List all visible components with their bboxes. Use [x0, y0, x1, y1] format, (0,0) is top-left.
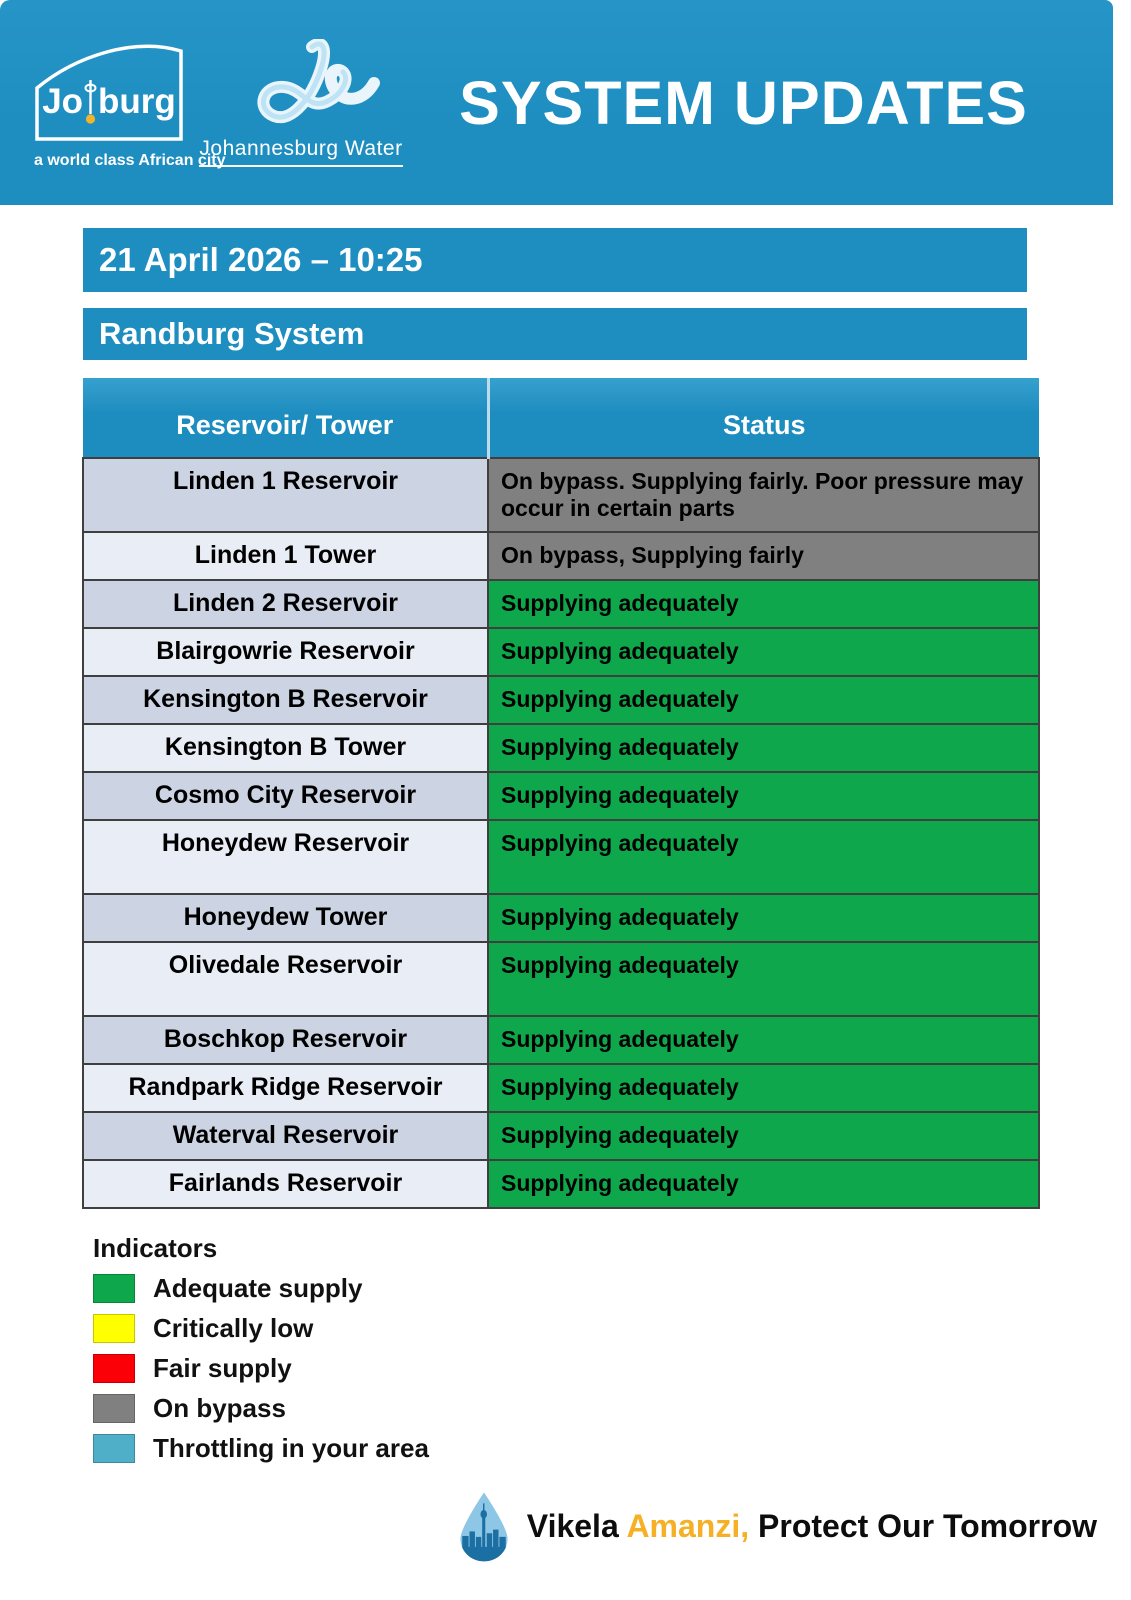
footer-amanzi: Amanzi,: [626, 1507, 750, 1544]
joburg-logo-frame: [34, 36, 184, 142]
footer-slogan: [527, 1508, 1097, 1545]
joburg-wordmark-left: Jo: [42, 81, 84, 121]
joburg-tagline: a world class African city: [34, 151, 226, 169]
reservoir-name-cell: Kensington B Tower: [83, 724, 488, 772]
joburg-wordmark-right: burg: [98, 81, 176, 121]
water-drop-city-icon: [455, 1490, 513, 1562]
date-time-bar: 21 April 2026 – 10:25: [83, 228, 1027, 292]
status-cell: Supplying adequately: [488, 1016, 1039, 1064]
table-row: [83, 772, 1039, 820]
table-header-row: [83, 378, 1039, 458]
legend-swatch: [93, 1394, 135, 1423]
status-cell: Supplying adequately: [488, 580, 1039, 628]
status-cell: Supplying adequately: [488, 1064, 1039, 1112]
legend-swatch: [93, 1314, 135, 1343]
table-row: [83, 724, 1039, 772]
reservoir-name-cell: Boschkop Reservoir: [83, 1016, 488, 1064]
joburg-wordmark: [34, 78, 184, 122]
status-cell: Supplying adequately: [488, 676, 1039, 724]
footer-protect: Protect Our Tomorrow: [749, 1507, 1097, 1544]
reservoir-name-cell: Cosmo City Reservoir: [83, 772, 488, 820]
table-row: [83, 532, 1039, 580]
status-cell: Supplying adequately: [488, 894, 1039, 942]
reservoir-name-cell: Linden 1 Reservoir: [83, 458, 488, 532]
legend-label: Critically low: [153, 1313, 314, 1343]
johannesburg-water-wordmark: Johannesburg Water: [199, 137, 402, 167]
legend-item: [93, 1313, 1131, 1344]
table-row: [83, 1160, 1039, 1208]
legend-label: Throttling in your area: [153, 1433, 429, 1463]
header-band: [0, 0, 1113, 205]
reservoir-status-table: [82, 378, 1040, 1209]
column-header-reservoir: Reservoir/ Tower: [83, 378, 488, 458]
legend-item: [93, 1393, 1131, 1424]
hillbrow-tower-icon: [84, 78, 97, 124]
legend-swatch: [93, 1274, 135, 1303]
status-cell: Supplying adequately: [488, 820, 1039, 894]
status-cell: Supplying adequately: [488, 1112, 1039, 1160]
status-cell: Supplying adequately: [488, 628, 1039, 676]
status-cell: Supplying adequately: [488, 942, 1039, 1016]
reservoir-name-cell: Blairgowrie Reservoir: [83, 628, 488, 676]
legend-swatch: [93, 1354, 135, 1383]
status-cell: Supplying adequately: [488, 772, 1039, 820]
status-cell: On bypass, Supplying fairly: [488, 532, 1039, 580]
table-row: [83, 1112, 1039, 1160]
water-wave-icon: [216, 39, 386, 143]
table-row: [83, 676, 1039, 724]
reservoir-name-cell: Linden 1 Tower: [83, 532, 488, 580]
reservoir-name-cell: Kensington B Reservoir: [83, 676, 488, 724]
legend-label: On bypass: [153, 1393, 286, 1423]
reservoir-name-cell: Honeydew Reservoir: [83, 820, 488, 894]
table-row: [83, 894, 1039, 942]
reservoir-name-cell: Fairlands Reservoir: [83, 1160, 488, 1208]
legend-label: Fair supply: [153, 1353, 292, 1383]
legend-item: [93, 1273, 1131, 1304]
table-row: [83, 1016, 1039, 1064]
legend: [93, 1233, 1131, 1464]
footer-vikela: Vikela: [526, 1507, 627, 1544]
reservoir-name-cell: Randpark Ridge Reservoir: [83, 1064, 488, 1112]
legend-item: [93, 1433, 1131, 1464]
table-row: [83, 458, 1039, 532]
reservoir-name-cell: Waterval Reservoir: [83, 1112, 488, 1160]
legend-label: Adequate supply: [153, 1273, 363, 1303]
table-body: [83, 458, 1039, 1208]
status-cell: Supplying adequately: [488, 724, 1039, 772]
legend-swatch: [93, 1434, 135, 1463]
status-cell: Supplying adequately: [488, 1160, 1039, 1208]
table-row: [83, 820, 1039, 894]
table-row: [83, 628, 1039, 676]
legend-title: Indicators: [93, 1233, 218, 1263]
column-header-status: Status: [488, 378, 1039, 458]
reservoir-name-cell: Linden 2 Reservoir: [83, 580, 488, 628]
reservoir-name-cell: Olivedale Reservoir: [83, 942, 488, 1016]
table-row: [83, 1064, 1039, 1112]
legend-item: [93, 1353, 1131, 1384]
joburg-logo: [34, 36, 226, 170]
johannesburg-water-logo: [199, 39, 403, 167]
reservoir-name-cell: Honeydew Tower: [83, 894, 488, 942]
table-row: [83, 942, 1039, 1016]
system-name-bar: Randburg System: [83, 308, 1027, 360]
footer: [0, 1490, 1113, 1562]
table-row: [83, 580, 1039, 628]
status-cell: On bypass. Supplying fairly. Poor pressure may occur in certain parts: [488, 458, 1039, 532]
page-title: SYSTEM UPDATES: [459, 68, 1028, 137]
legend-items: [93, 1273, 1131, 1464]
